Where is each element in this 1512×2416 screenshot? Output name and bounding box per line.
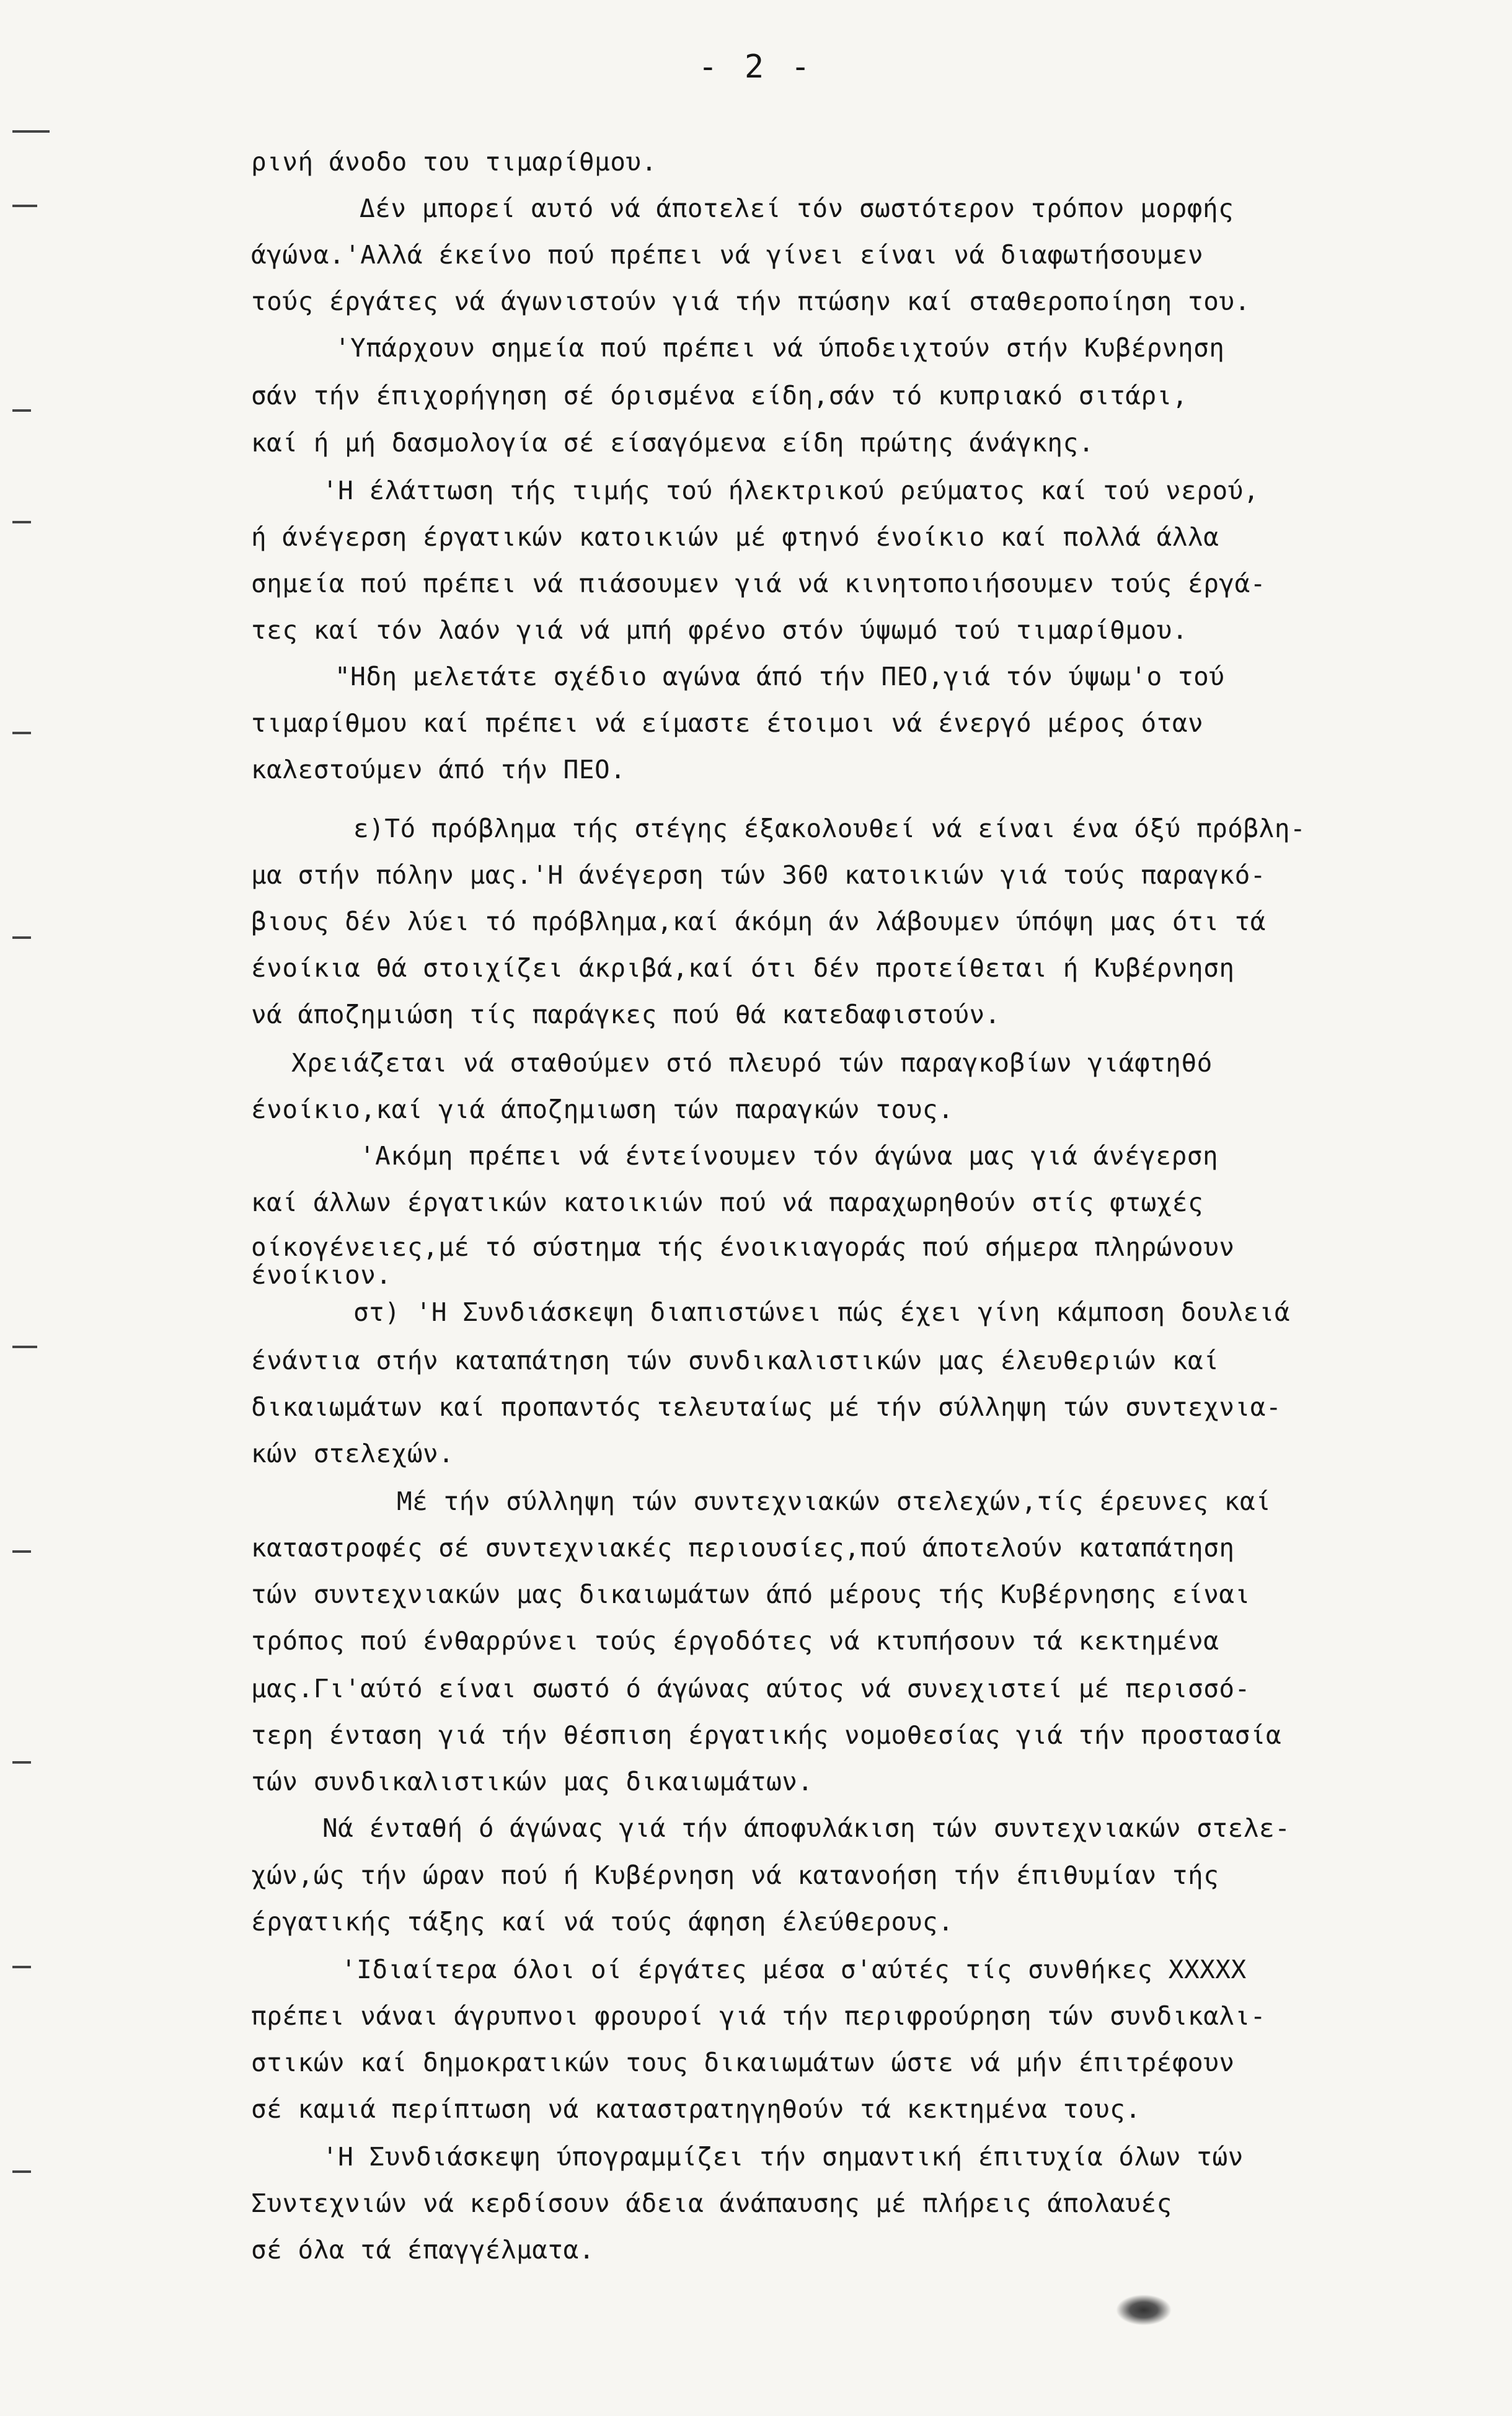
text-line: 'Η Συνδιάσκεψη ύπογραμμίζει τήν σημαντική έπιτυχία όλων τών [322,2142,1244,2172]
text-line: 'Ακόμη πρέπει νά έντείνουμεν τόν άγώνα μας γιά άνέγερση [360,1141,1219,1171]
text-line: 'Ιδιαίτερα όλοι οί έργάτες μέσα σ'αύτές τίς συνθήκες XXXXX [341,1955,1247,1984]
text-line: Συντεχνιών νά κερδίσουν άδεια άνάπαυσης μέ πλήρεις άπολαυές [251,2188,1172,2218]
text-line: σέ καμιά περίπτωση νά καταστρατηγηθούν τά κεκτημένα τους. [251,2094,1141,2124]
text-line: καλεστούμεν άπό τήν ΠΕΟ. [251,755,626,784]
text-line: τιμαρίθμου καί πρέπει νά είμαστε έτοιμοι νά ένεργό μέρος όταν [251,708,1204,738]
text-line: κών στελεχών. [251,1439,454,1468]
text-line: άγώνα.'Αλλά έκείνο πού πρέπει νά γίνει είναι νά διαφωτήσουμεν [251,240,1204,270]
text-line: 'Υπάρχουν σημεία πού πρέπει νά ύποδειχτούν στήν Κυβέρνηση [335,333,1225,363]
text-line: δικαιωμάτων καί προπαντός τελευταίως μέ τήν σύλληψη τών συντεχνια- [251,1392,1282,1422]
text-line: ένοίκιο,καί γιά άποζημιωση τών παραγκών τους. [251,1095,954,1124]
text-line: καταστροφές σέ συντεχνιακές περιουσίες,πού άποτελούν καταπάτηση [251,1533,1235,1563]
page-number: - 2 - [698,48,814,86]
text-line: πρέπει νάναι άγρυπνοι φρουροί γιά τήν περιφρούρηση τών συνδικαλι- [251,2001,1266,2031]
left-margin-punch-marks [0,0,74,2416]
text-line: μας.Γι'αύτό είναι σωστό ό άγώνας αύτος νά συνεχιστεί μέ περισσό- [251,1674,1250,1703]
text-line: ε)Τό πρόβλημα τής στέγης έξακολουθεί νά είναι ένα όξύ πρόβλη- [353,814,1306,843]
text-line: οίκογένειες,μέ τό σύστημα τής ένοικιαγοράς πού σήμερα πληρώνουν [251,1232,1235,1262]
text-line: καί ή μή δασμολογία σέ είσαγόμενα είδη πρώτης άνάγκης. [251,428,1094,458]
text-line: τών συντεχνιακών μας δικαιωμάτων άπό μέρους τής Κυβέρνησης είναι [251,1579,1250,1609]
text-line: σημεία πού πρέπει νά πιάσουμεν γιά νά κινητοποιήσουμεν τούς έργά- [251,569,1266,598]
text-line: ένοίκιον. [251,1260,392,1290]
text-line: σάν τήν έπιχορήγηση σέ όρισμένα είδη,σάν τό κυπριακό σιτάρι, [251,381,1188,411]
text-line: ή άνέγερση έργατικών κατοικιών μέ φτηνό ένοίκιο καί πολλά άλλα [251,522,1219,552]
text-line: έργατικής τάξης καί νά τούς άφηση έλεύθερους. [251,1907,954,1937]
text-line: στικών καί δημοκρατικών τους δικαιωμάτων ώστε νά μήν έπιτρέφουν [251,2048,1235,2077]
text-line: τες καί τόν λαόν γιά νά μπή φρένο στόν ύψωμό τού τιμαρίθμου. [251,615,1188,645]
text-line: σέ όλα τά έπαγγέλματα. [251,2235,595,2265]
text-line: "Ηδη μελετάτε σχέδιο αγώνα άπό τήν ΠΕΟ,γιά τόν ύψωμ'ο τού [335,662,1225,691]
text-line: τούς έργάτες νά άγωνιστούν γιά τήν πτώσην καί σταθεροποίηση του. [251,286,1250,316]
text-line: τών συνδικαλιστικών μας δικαιωμάτων. [251,1767,813,1796]
text-line: νά άποζημιώση τίς παράγκες πού θά κατεδαφιστούν. [251,1000,1001,1029]
text-line: Μέ τήν σύλληψη τών συντεχνιακών στελεχών,τίς έρευνες καί [397,1486,1271,1516]
ink-smudge [1116,2294,1172,2325]
text-line: τρόπος πού ένθαρρύνει τούς έργοδότες νά κτυπήσουν τά κεκτημένα [251,1626,1219,1656]
text-line: βιους δέν λύει τό πρόβλημα,καί άκόμη άν λάβουμεν ύπόψη μας ότι τά [251,907,1266,936]
text-line: στ) 'Η Συνδιάσκεψη διαπιστώνει πώς έχει γίνη κάμποση δουλειά [353,1297,1291,1327]
text-line: καί άλλων έργατικών κατοικιών πού νά παραχωρηθούν στίς φτωχές [251,1188,1204,1217]
text-line: μα στήν πόλην μας.'Η άνέγερση τών 360 κατοικιών γιά τούς παραγκό- [251,860,1266,890]
text-line: ένάντια στήν καταπάτηση τών συνδικαλιστικών μας έλευθεριών καί [251,1346,1219,1375]
text-line: 'Η έλάττωση τής τιμής τού ήλεκτρικού ρεύματος καί τού νερού, [322,476,1260,505]
text-line: ρινή άνοδο του τιμαρίθμου. [251,147,657,177]
text-line: ένοίκια θά στοιχίζει άκριβά,καί ότι δέν προτείθεται ή Κυβέρνηση [251,953,1235,983]
text-line: Νά ένταθή ό άγώνας γιά τήν άποφυλάκιση τών συντεχνιακών στελε- [322,1813,1291,1843]
text-line: χών,ώς τήν ώραν πού ή Κυβέρνηση νά κατανοήση τήν έπιθυμίαν τής [251,1860,1219,1890]
text-line: τερη ένταση γιά τήν θέσπιση έργατικής νομοθεσίας γιά τήν προστασία [251,1720,1282,1750]
text-line: Δέν μπορεί αυτό νά άποτελεί τόν σωστότερον τρόπον μορφής [360,193,1234,223]
text-line: Χρειάζεται νά σταθούμεν στό πλευρό τών παραγκοβίων γιάφτηθό [291,1048,1213,1078]
